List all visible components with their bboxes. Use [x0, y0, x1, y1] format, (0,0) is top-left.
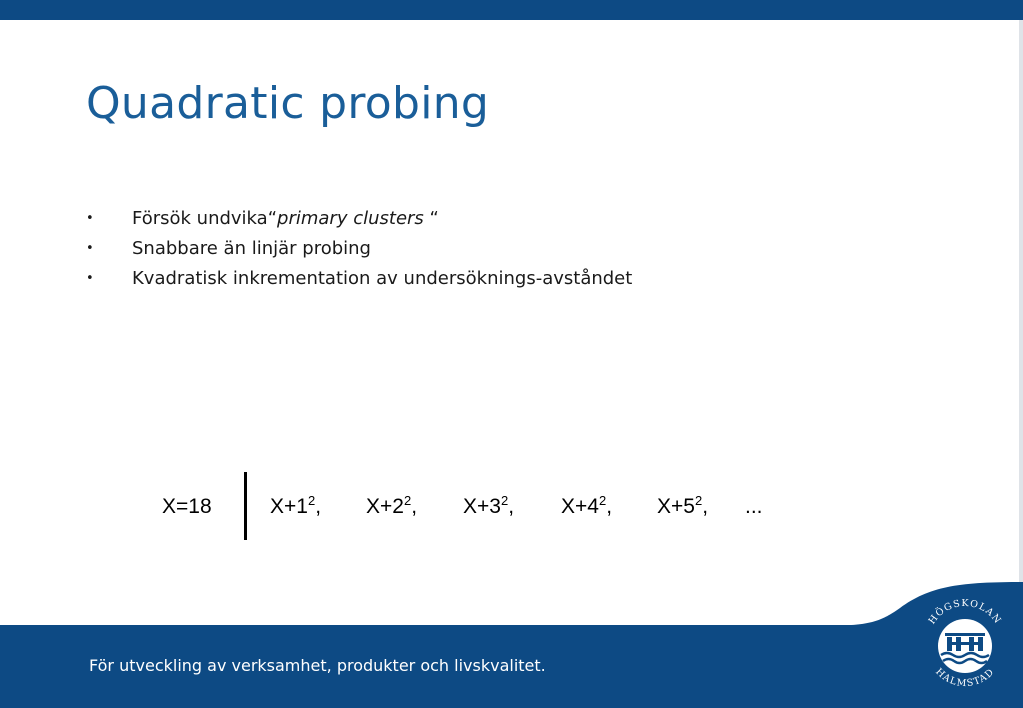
slide-title: Quadratic probing	[86, 78, 490, 129]
probe-term: $X+1^2$,	[270, 493, 322, 518]
bullet-list	[86, 205, 632, 295]
logo-bottom-text: HALMSTAD	[933, 666, 997, 690]
bullet-text-italic: primary clusters	[277, 208, 424, 229]
logo-top-text: HÖGSKOLAN	[926, 597, 1004, 627]
right-edge-strip	[1019, 20, 1023, 625]
bullet-text: Kvadratisk inkrementation av undersöknings-avståndet	[132, 268, 633, 289]
bullet-text-suffix: “	[423, 208, 439, 229]
bullet-text-prefix: Försök undvika“	[132, 208, 278, 229]
bullet-item	[86, 235, 632, 265]
probe-sequence	[0, 490, 1023, 530]
bullet-text: Snabbare än linjär probing	[132, 238, 371, 259]
bullet-item	[86, 205, 632, 235]
bullet-dot-icon: •	[86, 211, 94, 226]
footer-tagline: För utveckling av verksamhet, produkter och livskvalitet.	[89, 656, 546, 675]
probe-term: $X+5^2$,	[657, 493, 709, 518]
probe-term: $X+4^2$,	[561, 493, 613, 518]
top-bar	[0, 0, 1023, 20]
ellipsis: ...	[745, 495, 763, 518]
bullet-item	[86, 265, 632, 295]
bullet-dot-icon: •	[86, 241, 94, 256]
footer-curve-shape	[0, 570, 1023, 630]
start-value: X=18	[162, 495, 212, 518]
probe-term: $X+2^2$,	[366, 493, 418, 518]
probe-term: $X+3^2$,	[463, 493, 515, 518]
halmstad-logo-icon	[915, 590, 1015, 695]
bullet-dot-icon: •	[86, 271, 94, 286]
